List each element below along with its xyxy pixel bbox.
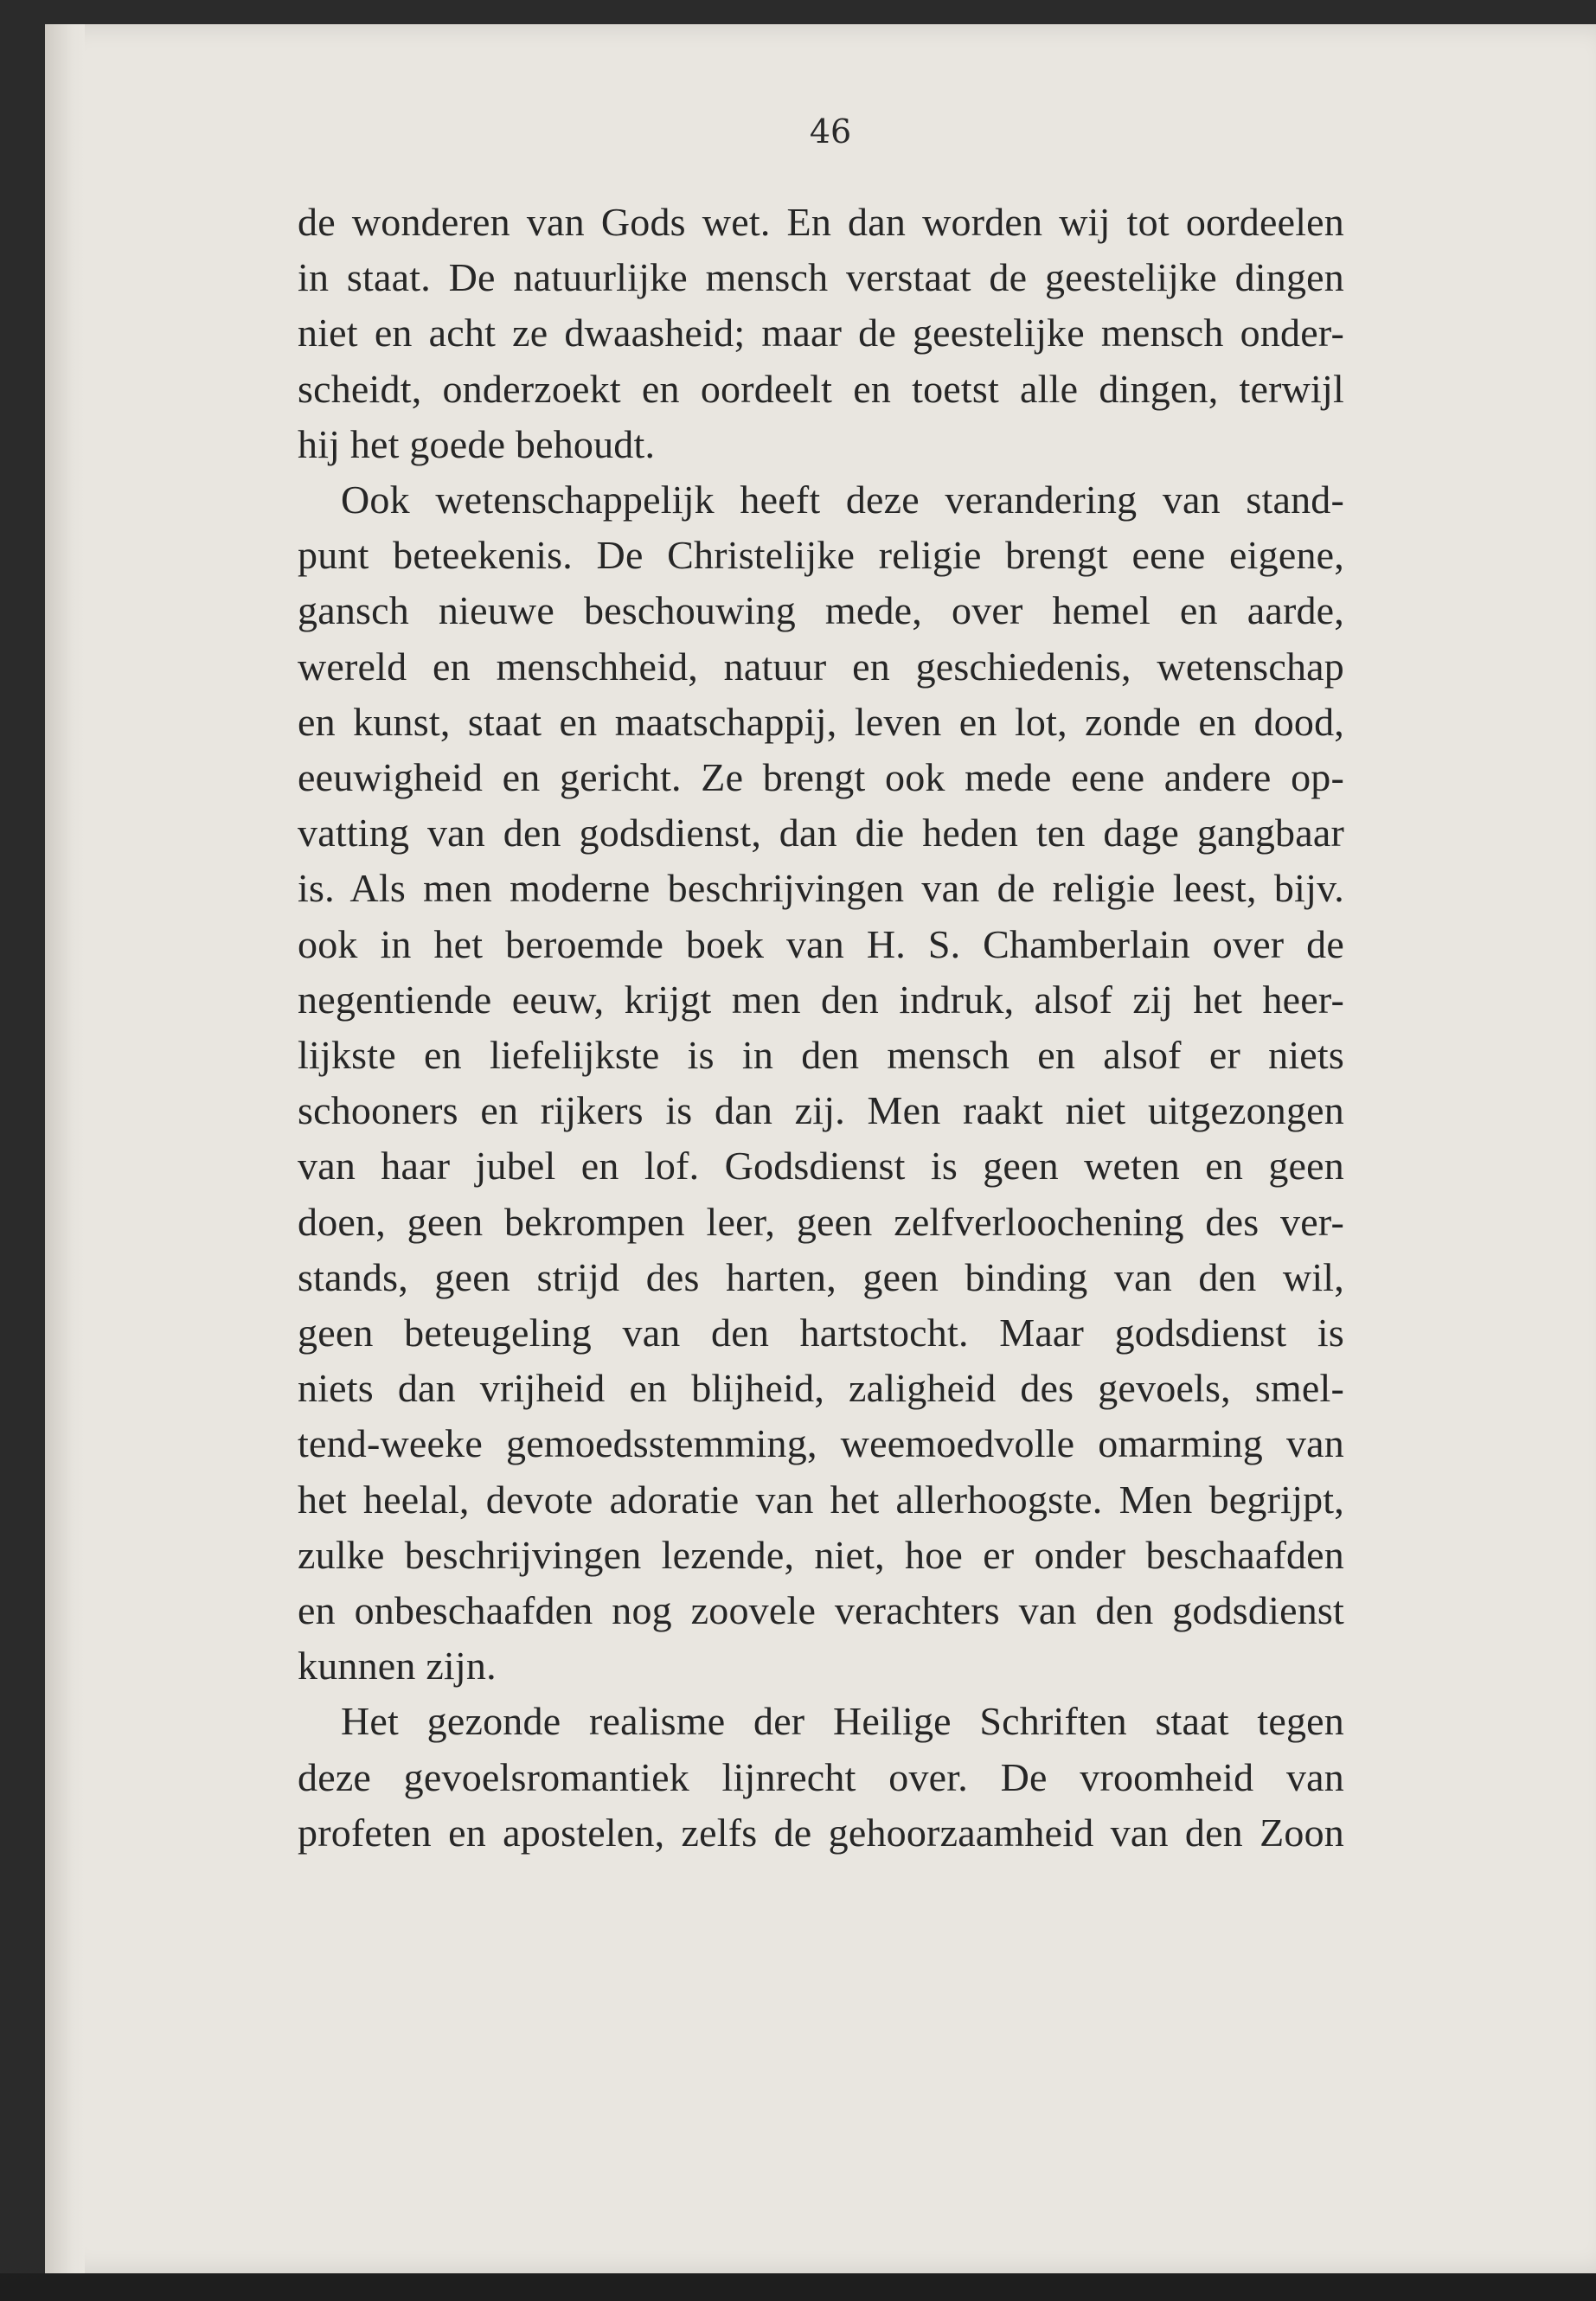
text-line: deze gevoelsromantiek lijnrecht over. De vroomheid van <box>298 1754 1344 1799</box>
text-line: vatting van den godsdienst, dan die heden ten dage gangbaar <box>298 811 1344 856</box>
text-line: gansch nieuwe beschouwing mede, over hemel en aarde, <box>298 588 1344 633</box>
page-number: 46 <box>809 112 852 151</box>
text-line: punt beteekenis. De Christelijke religie brengt eene eigene, <box>298 533 1344 578</box>
scan-bottom-border <box>0 2273 1596 2301</box>
text-line: geen beteugeling van den hartstocht. Maar godsdienst is <box>298 1311 1344 1356</box>
text-line: is. Als men moderne beschrijvingen van de religie leest, bijv. <box>298 866 1344 911</box>
text-line: stands, geen strijd des harten, geen binding van den wil, <box>298 1254 1344 1299</box>
text-line: en kunst, staat en maatschappij, leven en lot, zonde en dood, <box>298 699 1344 744</box>
text-line: tend-weeke gemoedsstemming, weemoedvolle omarming van <box>298 1421 1344 1466</box>
text-line: de wonderen van Gods wet. En dan worden wij tot oordeelen <box>298 200 1344 244</box>
body-text <box>298 195 1344 1861</box>
text-line: doen, geen bekrompen leer, geen zelfverloochening des ver- <box>298 1199 1344 1244</box>
text-line: scheidt, onderzoekt en oordeelt en toetst alle dingen, terwijl <box>298 366 1344 411</box>
text-line: profeten en apostelen, zelfs de gehoorzaamheid van den Zoon <box>298 1810 1344 1855</box>
text-line: het heelal, devote adoratie van het allerhoogste. Men begrijpt, <box>298 1477 1344 1522</box>
text-line: wereld en menschheid, natuur en geschiedenis, wetenschap <box>298 644 1344 689</box>
page-gutter-shadow <box>45 24 85 2273</box>
text-line: ook in het beroemde boek van H. S. Chamberlain over de <box>298 921 1344 966</box>
text-line: Ook wetenschappelijk heeft deze verandering van stand- <box>341 478 1344 522</box>
text-line: schooners en rijkers is dan zij. Men raakt niet uitgezongen <box>298 1088 1344 1133</box>
text-line: niets dan vrijheid en blijheid, zaligheid des gevoels, smel- <box>298 1366 1344 1411</box>
text-line: lijkste en liefelijkste is in den mensch en alsof er niets <box>298 1033 1344 1078</box>
text-line: negentiende eeuw, krijgt men den indruk, alsof zij het heer- <box>298 977 1344 1022</box>
text-line: eeuwigheid en gericht. Ze brengt ook mede eene andere op- <box>298 755 1344 800</box>
text-line: en onbeschaafden nog zoovele verachters van den godsdienst <box>298 1588 1344 1633</box>
text-line: zulke beschrijvingen lezende, niet, hoe er onder beschaafden <box>298 1532 1344 1577</box>
text-line: kunnen zijn. <box>298 1644 497 1689</box>
text-line: van haar jubel en lof. Godsdienst is geen weten en geen <box>298 1144 1344 1189</box>
text-line: hij het goede behoudt. <box>298 421 656 466</box>
text-line: Het gezonde realisme der Heilige Schriften staat tegen <box>341 1699 1344 1744</box>
text-line: niet en acht ze dwaasheid; maar de geestelijke mensch onder- <box>298 311 1344 356</box>
text-line: in staat. De natuurlijke mensch verstaat de geestelijke dingen <box>298 255 1344 300</box>
